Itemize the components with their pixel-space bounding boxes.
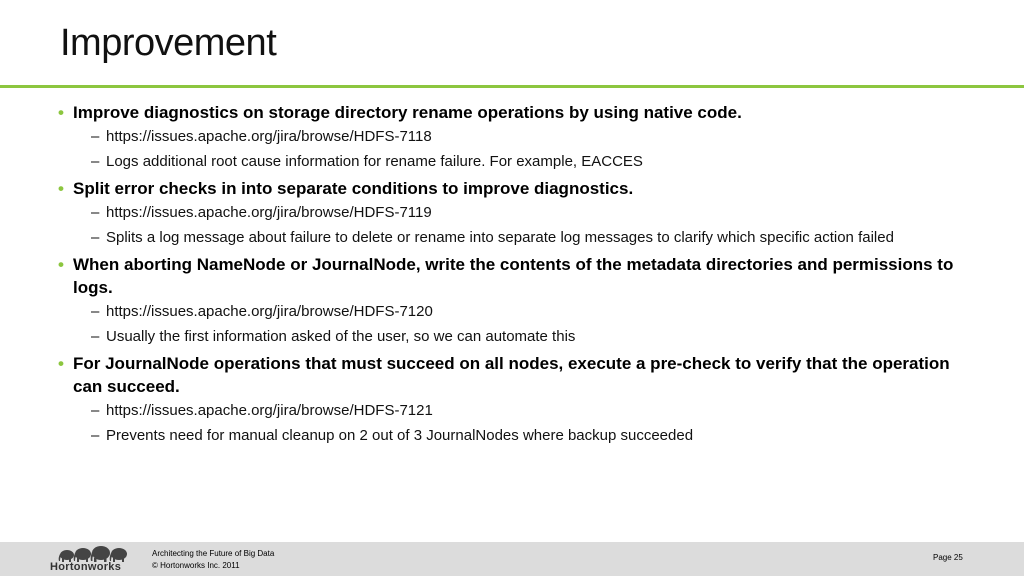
slide-title: Improvement — [60, 22, 277, 64]
sub-bullet-text: Prevents need for manual cleanup on 2 out of 3 JournalNodes where backup succeeded — [106, 427, 694, 444]
page-number: Page 25 — [933, 553, 963, 562]
bullet-item — [58, 177, 978, 200]
bullet-text: Improve diagnostics on storage directory rename operations by using native code. — [73, 103, 742, 122]
sub-bullet-item — [58, 127, 978, 147]
bullet-item — [58, 253, 978, 299]
bullet-item — [58, 101, 978, 124]
sub-bullet-item — [58, 327, 978, 347]
dash-icon: – — [91, 427, 100, 444]
footer-tagline: Architecting the Future of Big Data — [152, 549, 275, 558]
logo-text: Hortonworks — [50, 561, 122, 573]
sub-bullet-item — [58, 228, 978, 248]
title-divider — [0, 85, 1024, 88]
elephants-icon — [58, 546, 130, 562]
dash-icon: – — [91, 229, 100, 246]
sub-bullet-text: https://issues.apache.org/jira/browse/HDFS-7120 — [106, 303, 433, 320]
bullet-text: When aborting NameNode or JournalNode, write the contents of the metadata directories and permissions to logs. — [73, 255, 954, 297]
bullet-text: Split error checks in into separate conditions to improve diagnostics. — [73, 179, 634, 198]
bullet-text: For JournalNode operations that must succeed on all nodes, execute a pre-check to verify that the operation can succeed. — [73, 354, 950, 396]
slide-body — [58, 101, 978, 451]
sub-bullet-item — [58, 401, 978, 421]
footer-bar — [0, 542, 1024, 576]
footer-copyright: © Hortonworks Inc. 2011 — [152, 561, 240, 570]
dash-icon: – — [91, 328, 100, 345]
sub-bullet-text: https://issues.apache.org/jira/browse/HDFS-7121 — [106, 402, 433, 419]
sub-bullet-text: https://issues.apache.org/jira/browse/HDFS-7119 — [106, 204, 432, 221]
dash-icon: – — [91, 128, 100, 145]
hortonworks-logo — [50, 546, 134, 574]
sub-bullet-text: Logs additional root cause information for rename failure. For example, EACCES — [106, 153, 643, 170]
dash-icon: – — [91, 153, 100, 170]
dash-icon: – — [91, 303, 100, 320]
sub-bullet-text: Splits a log message about failure to delete or rename into separate log messages to clarify which specific action failed — [106, 229, 894, 246]
sub-bullet-item — [58, 203, 978, 223]
bullet-icon: • — [58, 179, 64, 198]
sub-bullet-item — [58, 302, 978, 322]
bullet-icon: • — [58, 354, 64, 373]
sub-bullet-item — [58, 426, 978, 446]
sub-bullet-text: https://issues.apache.org/jira/browse/HDFS-7118 — [106, 128, 432, 145]
bullet-icon: • — [58, 103, 64, 122]
sub-bullet-text: Usually the first information asked of the user, so we can automate this — [106, 328, 576, 345]
sub-bullet-item — [58, 152, 978, 172]
dash-icon: – — [91, 402, 100, 419]
bullet-item — [58, 352, 978, 398]
dash-icon: – — [91, 204, 100, 221]
bullet-icon: • — [58, 255, 64, 274]
